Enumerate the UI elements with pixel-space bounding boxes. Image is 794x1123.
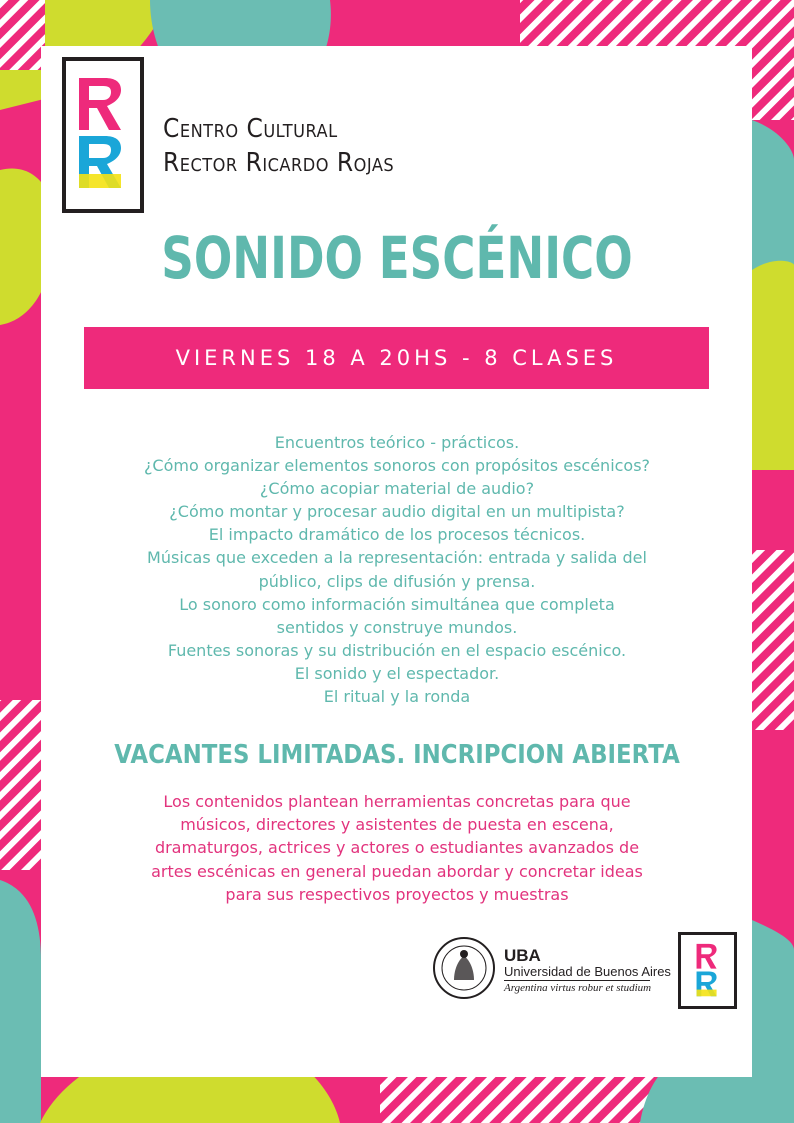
uba-long-name: Universidad de Buenos Aires — [504, 964, 671, 979]
topic-line: Lo sonoro como información simultánea que completa — [179, 594, 615, 614]
topic-line: Fuentes sonoras y su distribución en el espacio escénico. — [167, 640, 627, 660]
topic-line: ¿Cómo acopiar material de audio? — [259, 479, 535, 499]
rr-logo-icon — [62, 57, 144, 213]
logo-name-line1: Centro Cultural — [163, 114, 338, 144]
uba-short-name: UBA — [504, 946, 541, 965]
logo-name — [163, 112, 483, 180]
rr-logo-small-letters-icon — [688, 940, 728, 1002]
description-line: dramaturgos, actrices y actores o estudiantes avanzados de — [154, 838, 640, 858]
topic-line: sentidos y construye mundos. — [276, 617, 518, 637]
logo-name-line2: Rector Ricardo Rojas — [163, 148, 395, 178]
topic-line: público, clips de difusión y prensa. — [258, 571, 536, 591]
description-line: para sus respectivos proyectos y muestras — [225, 884, 569, 904]
topics-list — [60, 431, 734, 708]
topic-line: El sonido y el espectador. — [294, 663, 500, 683]
topic-line: El impacto dramático de los procesos técnicos. — [208, 525, 586, 545]
vacantes-heading: VACANTES LIMITADAS. INCRIPCION ABIERTA — [114, 740, 680, 770]
description-line: artes escénicas en general puedan abordar y concretar ideas — [151, 861, 643, 881]
uba-logo — [432, 936, 671, 1000]
topic-line: Encuentros teórico - prácticos. — [274, 433, 520, 452]
topic-line: Músicas que exceden a la representación: entrada y salida del — [147, 548, 647, 568]
schedule-banner: VIERNES 18 A 20HS - 8 CLASES — [84, 327, 709, 389]
topic-line: El ritual y la ronda — [323, 687, 471, 707]
rr-logo-letters-icon — [75, 70, 131, 200]
uba-motto: Argentina virtus robur et studium — [504, 982, 652, 994]
topic-line: ¿Cómo montar y procesar audio digital en un multipista? — [169, 502, 625, 522]
description-line: músicos, directores y asistentes de puesta en escena, — [180, 815, 614, 835]
uba-divider — [504, 980, 650, 981]
topic-line: ¿Cómo organizar elementos sonoros con propósitos escénicos? — [143, 456, 651, 476]
page-title: SONIDO ESCÉNICO — [161, 224, 633, 292]
rr-logo-small-icon — [678, 932, 737, 1009]
description-line: Los contenidos plantean herramientas concretas para que — [163, 792, 631, 811]
description — [90, 790, 704, 906]
uba-seal-icon — [432, 936, 496, 1000]
